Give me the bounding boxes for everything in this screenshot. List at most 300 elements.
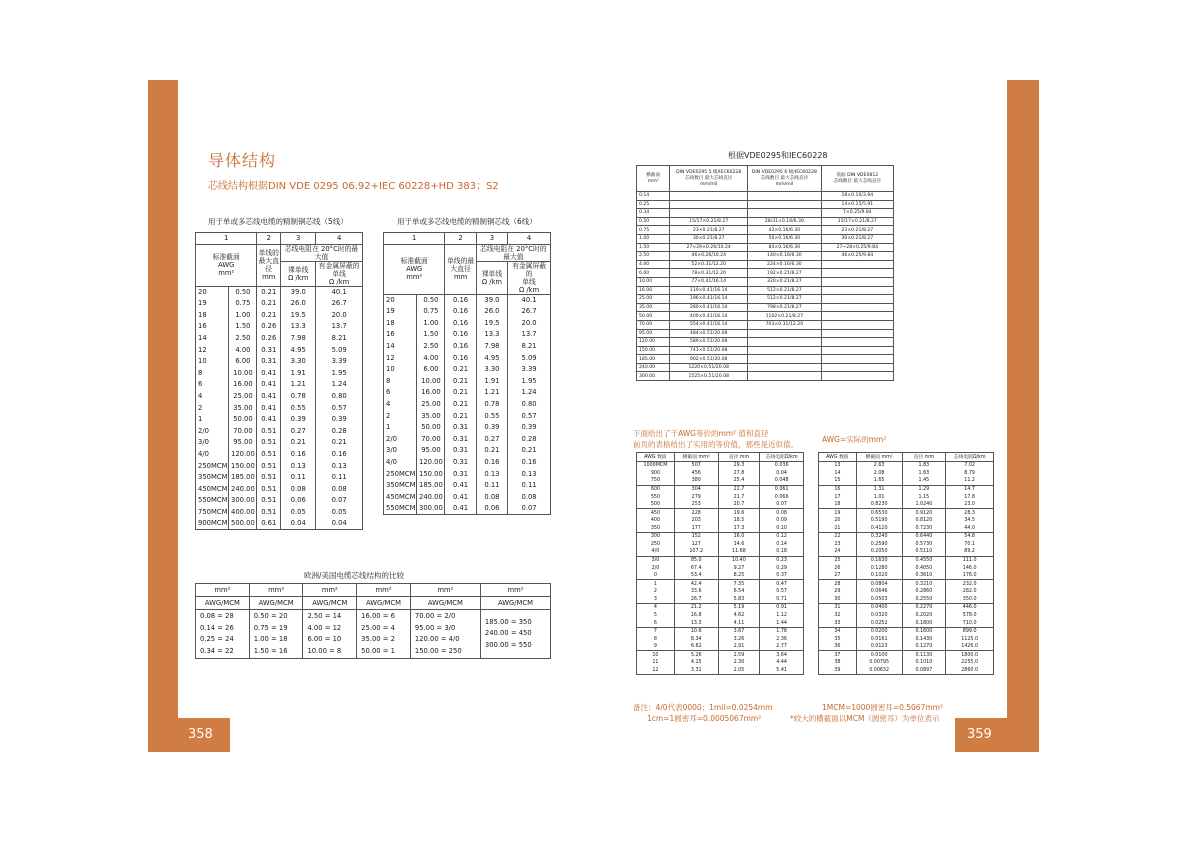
table-cell: 0.31 [445,422,476,434]
table-row [384,468,551,480]
col-number: 1 [384,233,445,245]
col-number: 1 [196,233,257,245]
table-cell: 1800.0 [946,651,994,659]
table-cell: 1.00 [229,309,257,321]
table-row [637,243,894,252]
table-cell: 1.31 [856,485,902,493]
table-cell: 0.11 [281,472,316,484]
table-cell [748,192,822,201]
table-cell: 240.00 [417,491,445,503]
table-row [819,627,994,635]
table-cell: 3 [637,596,675,604]
table-cell: 0.31 [445,468,476,480]
table-row [196,518,363,530]
table-row [819,477,994,485]
table-cell: 140×0.16/6.30 [748,252,822,261]
table-row [819,540,994,548]
table-cell: 8 [384,375,417,387]
table-row [819,517,994,525]
table-cell: 17.3 [718,525,760,533]
table-cell: 4.11 [718,619,760,627]
table-row [819,572,994,580]
table-cell: 39.0 [476,294,507,306]
table-row [637,277,894,286]
table-cell: 0.05 [316,506,363,518]
table-cell: 0.21 [476,445,507,457]
comparison-value: 0.34 = 22 [200,646,234,655]
table-cell: 0.91 [760,604,804,612]
table-cell: 0.1630 [856,556,902,564]
comparison-value: 16.00 = 6 [361,612,395,620]
table-cell: 0.09 [760,517,804,525]
table-cell: 28/31×0.16/6.30 [748,217,822,226]
table-cell: 95.00 [637,329,670,338]
table-cell: 107.2 [674,548,718,556]
table-cell: 150.00 [229,460,257,472]
table-cell: 1.15 [902,493,946,501]
table-row [637,338,894,347]
table-cell: 15 [819,477,857,485]
table-cell: 741×0.51/20.08 [670,346,748,355]
table-cell: 1.50 [229,321,257,333]
table-cell: 1.65 [856,477,902,485]
table-cell: 8.34 [674,635,718,643]
table-row [637,217,894,226]
table-cell: 0.07 [508,503,551,515]
table-cell: 38 [819,659,857,667]
table-cell: 27.8 [718,469,760,477]
table-cell: 0.28 [316,425,363,437]
table-cell: 0.55 [476,410,507,422]
table-cell: 2255.0 [946,659,994,667]
table-cell: 0.55 [281,402,316,414]
table-cell: 0.57 [316,402,363,414]
table-cell: 900 [637,469,675,477]
table-cell: 7.98 [476,340,507,352]
table-cell: 203 [674,517,718,525]
table-cell: 0.80 [508,398,551,410]
header-shielded-wire: 有金属屏蔽的 单线 Ω /km [316,261,363,286]
table-row [196,298,363,310]
vde-table-body [637,192,894,381]
table-cell: 70.00 [637,320,670,329]
table-cell: 120.00 [229,448,257,460]
table-cell [821,363,893,372]
table-cell: 0.41 [445,480,476,492]
table-row [637,548,804,556]
table-cell: 0.27 [476,433,507,445]
table-cell: 0.25 [637,200,670,209]
table-cell [748,346,822,355]
table-cell: 0.26 [257,332,281,344]
table-cell [748,372,822,381]
comparison-value: 1.00 = 18 [253,635,288,643]
table-cell: 39 [819,667,857,675]
table-cell: 78×0.31/12.20 [670,269,748,278]
table-row [196,367,363,379]
table-cell: 350.0 [946,596,994,604]
table-cell: 50.00 [637,312,670,321]
table-cell: 23 [819,540,857,548]
table-cell: 20 [384,294,417,306]
table-cell [821,277,893,286]
table-cell: 250 [637,540,675,548]
table-row [637,462,804,470]
table-row [637,469,804,477]
table-cell: 0.1130 [902,651,946,659]
table-cell: 4/0 [384,456,417,468]
table-cell: 13.3 [674,619,718,627]
table-cell: 4 [384,398,417,410]
table-cell: 9.27 [718,564,760,572]
comparison-value: 0.14 = 26 [200,623,234,632]
table-cell: 2.59 [718,651,760,659]
table-cell: 0.51 [257,437,281,449]
table-cell: 0.066 [760,493,804,501]
table-cell: 0.08 [316,483,363,495]
table-row [384,387,551,399]
table-cell [821,346,893,355]
table-row [196,425,363,437]
table-cell: 35.00 [229,402,257,414]
comparison-value: 6.00 = 10 [307,635,342,643]
table-cell: 0.08 [760,509,804,517]
table-cell: 300.00 [229,495,257,507]
table-cell: 120.00 [637,338,670,347]
table-cell: 21.2 [674,604,718,612]
header-vde0812: 依据 DIN VDE0812 芯线数目 最大芯线直径 [821,166,893,192]
table-row [196,379,363,391]
table-cell: 0.16 [476,456,507,468]
table-cell: 0.16 [316,448,363,460]
table-cell: 0.4550 [902,556,946,564]
table-row [384,491,551,503]
table-cell: 19 [819,509,857,517]
table-row [384,480,551,492]
table-cell: 0.07 [760,501,804,509]
table-cell: 232.0 [946,580,994,588]
table-cell: 0.41 [257,379,281,391]
table-cell: 35.00 [637,303,670,312]
table-cell: 3.31 [674,667,718,675]
table-cell: 10.40 [718,556,760,564]
table-cell: 0.41 [445,503,476,515]
table-cell: 0.71 [760,596,804,604]
table-cell: 0.10 [760,525,804,533]
table-cell: 240.00 [229,483,257,495]
table-cell: 1125.0 [946,635,994,643]
table-cell: 4.95 [281,344,316,356]
table-row [637,604,804,612]
table-cell: 67.4 [674,564,718,572]
table-cell: 2.05 [718,667,760,675]
table-row [819,556,994,564]
table-cell: 0.12 [760,533,804,541]
table-row [637,346,894,355]
comparison-caption: 欧洲/美国电缆芯线结构的比较 [304,571,405,580]
table-cell: 2 [637,588,675,596]
table-cell: 10.00 [417,375,445,387]
table-cell: 3.64 [760,651,804,659]
table-cell: 0.31 [445,433,476,445]
table-cell: 450 [637,509,675,517]
table-cell: 19.6 [718,509,760,517]
table-cell: 750MCM [196,506,229,518]
comparison-value: 185.00 = 350 [484,617,532,626]
table-cell: 30×0.21/8.27 [670,234,748,243]
table-cell: 3/0 [637,556,675,564]
table-cell: 0.51 [257,495,281,507]
table-cell: 37 [819,651,857,659]
table-cell: 450MCM [196,483,229,495]
table-cell: 11 [637,659,675,667]
table-row [196,460,363,472]
table-cell: 0.21 [281,437,316,449]
table-row [384,294,551,306]
comparison-header-unit: mm² [480,584,550,597]
table-cell: 0.048 [760,477,804,485]
table-cell: 0.0320 [856,611,902,619]
table-cell: 2/0 [196,425,229,437]
table-cell: 240.00 [637,363,670,372]
table-cell: 35.00 [417,410,445,422]
table5-body [196,286,363,529]
table-row [819,462,994,470]
table-cell: 25.00 [417,398,445,410]
table-cell: 550 [637,493,675,501]
table-cell: 7×0.25/9.84 [821,209,893,218]
comparison-header-awg: AWG/MCM [480,597,550,610]
table-cell: 380 [674,477,718,485]
table-cell [670,200,748,209]
table-cell: 0.51 [257,506,281,518]
table-row [637,588,804,596]
table-cell: 400×0.41/16.14 [670,312,748,321]
header-class6: DIN VDE0295 6 级/IEC60228 芯线数目 最大芯线直径 mm/mil [748,166,822,192]
table-cell: 77×0.41/16.14 [670,277,748,286]
table-cell: 400 [637,517,675,525]
col-number: 3 [476,233,507,245]
header-class5: DIN VDE0295 5 级/IEC60228 芯线数目 最大芯线直径 mm/mil [670,166,748,192]
col-number: 4 [508,233,551,245]
table-cell: 3.30 [476,364,507,376]
table-cell: 20 [819,517,857,525]
table-row [637,209,894,218]
table-cell: 0.2020 [902,611,946,619]
awg-header-cell: 横截面 mm² [674,453,718,462]
table-cell: 150.00 [417,468,445,480]
table-cell: 16 [819,485,857,493]
table-cell: 900MCM [196,518,229,530]
table-cell: 0.51 [257,483,281,495]
table-cell: 1.21 [476,387,507,399]
table-cell: 282.0 [946,588,994,596]
page-title: 导体结构 [208,151,277,170]
table-row [637,533,804,541]
table-cell: 589×0.51/20.08 [670,338,748,347]
table-cell: 0.13 [281,460,316,472]
page-number-right: 359 [955,718,1007,752]
table-cell: 0.31 [445,456,476,468]
comparison-value: 70.00 = 2/0 [414,612,456,620]
table-cell: 52×0.31/12.20 [670,260,748,269]
table-row [637,329,894,338]
comparison-column [249,610,303,659]
table-cell: 89.2 [946,548,994,556]
table-cell [821,286,893,295]
table-cell: 2.50 [637,252,670,261]
table-cell: 1.83 [902,462,946,470]
table-cell: 25.00 [637,295,670,304]
table-cell: 111.0 [946,556,994,564]
table-row [637,611,804,619]
table-cell: 0.61 [257,518,281,530]
table-cell [748,338,822,347]
table-cell: 10 [196,356,229,368]
col-number: 2 [257,233,281,245]
table-cell: 5.26 [674,651,718,659]
table-cell: 5.41 [760,667,804,675]
table-cell: 0.0123 [856,643,902,651]
table-cell: 1.12 [760,611,804,619]
table-cell: 10 [637,651,675,659]
table-cell: 152 [674,533,718,541]
table-cell: 56×0.16/6.30 [748,234,822,243]
table-cell: 0.16 [508,456,551,468]
table-cell: 0.11 [508,480,551,492]
table-row [384,352,551,364]
table-row [196,483,363,495]
table-row [384,433,551,445]
table-cell: 0.21 [445,387,476,399]
comparison-value: 0.08 = 28 [200,612,234,620]
table-cell: 6.00 [417,364,445,376]
comparison-value: 25.00 = 4 [361,623,395,632]
table-cell: 0.21 [445,398,476,410]
table-cell [748,329,822,338]
table-row [819,493,994,501]
table-cell: 26 [819,564,857,572]
table-cell: 0.28 [508,433,551,445]
table-cell: 70.00 [229,425,257,437]
table-cell: 4 [637,604,675,612]
table-cell: 279 [674,493,718,501]
table-cell: 0.31 [257,344,281,356]
table-row [384,329,551,341]
table-cell: 0.26 [257,321,281,333]
table-cell: 750 [637,477,675,485]
table-cell: 0.16 [445,317,476,329]
table-cell: 23.0 [946,501,994,509]
table-cell: 1.50 [637,243,670,252]
page-subtitle: 芯线结构根据DIN VDE 0295 06.92+IEC 60228+HD 383；S2 [208,181,499,192]
table-cell: 1.44 [760,619,804,627]
comparison-value: 0.25 = 24 [200,635,234,643]
awg-header-cell: AWG 数值 [819,453,857,462]
comparison-value: 95.00 = 3/0 [414,623,456,632]
header-nominal-section: 标准截面 AWG mm² [384,244,445,294]
table-cell: 4.62 [718,611,760,619]
table-cell [821,269,893,278]
header-max-resistance: 芯线电阻在 20°C时的最大值 [281,244,363,261]
comparison-value: 0.50 = 20 [253,612,288,620]
table-cell: 0.50 [417,294,445,306]
table-cell [821,372,893,381]
table-cell: 8.25 [718,572,760,580]
header-max-resistance: 芯线电阻在 20°C时的最大值 [476,244,550,261]
table-row [637,200,894,209]
header-bare-wire: 裸单线 Ω /km [281,261,316,286]
table-cell: 19 [384,306,417,318]
table-cell: 1.91 [281,367,316,379]
table-row [819,564,994,572]
table-cell: 0.2860 [902,588,946,596]
table-cell: 0.31 [257,356,281,368]
table-cell: 13.3 [476,329,507,341]
table-cell: 16.00 [229,379,257,391]
comparison-header-unit: mm² [196,584,250,597]
table-row [819,469,994,477]
table-cell: 0.34 [637,209,670,218]
table-cell: 0.21 [257,286,281,298]
table-cell: 1.21 [281,379,316,391]
awg-header-cell: 直径 mm [902,453,946,462]
comparison-header-unit: mm² [249,584,303,597]
table-cell: 578.0 [946,611,994,619]
right-page-edge-bar [1007,80,1039,752]
comparison-value: 240.00 = 450 [484,629,532,638]
comparison-value: 10.00 = 8 [307,646,342,655]
table-cell: 1.95 [316,367,363,379]
comparison-value: 1.50 = 16 [253,646,288,655]
table-cell: 2.08 [856,469,902,477]
awg-note-right: AWG=实际的mm² [822,435,887,444]
table-cell: 7.02 [946,462,994,470]
table-cell: 0.2590 [856,540,902,548]
table-cell: 902×0.51/20.08 [670,355,748,364]
comparison-header-awg: AWG/MCM [249,597,303,610]
table6-body [384,294,551,514]
table-row [819,588,994,596]
table-cell: 0.41 [257,367,281,379]
table-row [384,422,551,434]
table-cell: 0.8230 [856,501,902,509]
header-cross-section: 横截面 mm² [637,166,670,192]
table-cell: 0.0646 [856,588,902,596]
table-cell: 304 [674,485,718,493]
table-row [819,485,994,493]
table-cell [748,363,822,372]
table-cell: 0.0200 [856,627,902,635]
table-cell: 0.21 [508,445,551,457]
table-row [819,619,994,627]
table-cell: 0.75 [417,306,445,318]
table-cell: 4/0 [637,548,675,556]
table-cell: 6.00 [229,356,257,368]
table-cell: 25.00 [229,390,257,402]
table-cell: 300 [637,533,675,541]
table-row [196,332,363,344]
table-cell: 0.37 [760,572,804,580]
header-nominal-section: 标准截面 AWG mm² [196,244,257,286]
comparison-header-awg: AWG/MCM [303,597,357,610]
table-cell: 1220×0.51/20.08 [670,363,748,372]
table-row [384,306,551,318]
table-cell: 0.57 [760,588,804,596]
table-cell: 0.0897 [902,667,946,675]
table-cell: 10 [384,364,417,376]
table-row [637,372,894,381]
